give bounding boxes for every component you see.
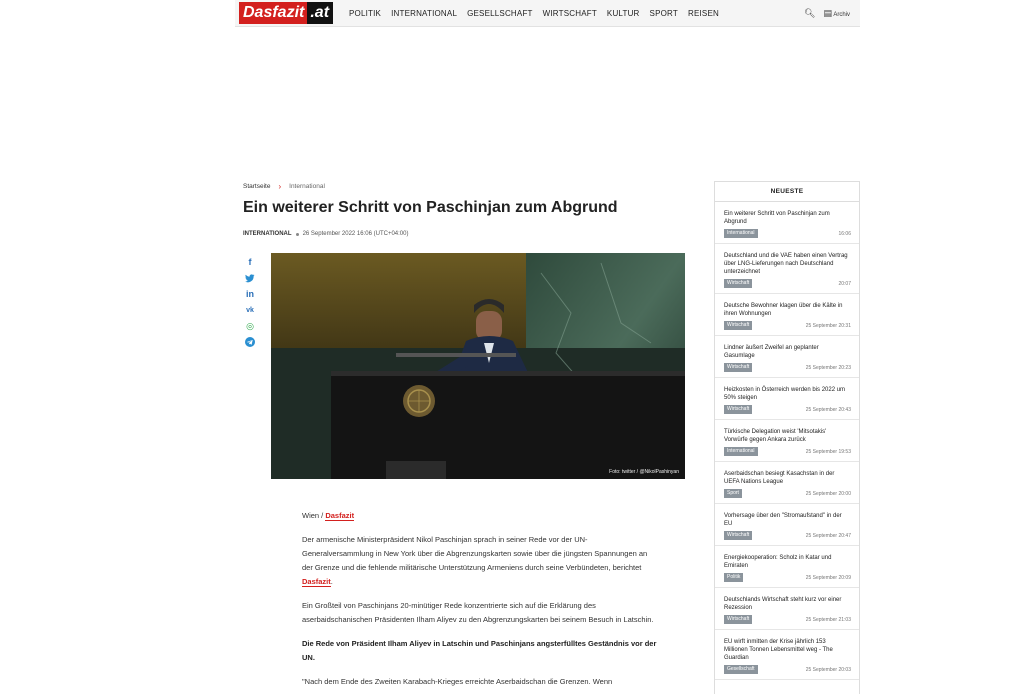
sidebar-news-date: 16:06 xyxy=(838,230,851,237)
article-meta xyxy=(243,231,408,237)
paragraph-1-end: . xyxy=(330,577,333,586)
article-hero-image xyxy=(271,253,685,479)
calendar-icon: ▤ xyxy=(823,8,832,18)
sidebar-news-title[interactable]: Türkische Delegation weist 'Mitsotakis' Vorwürfe gegen Ankara zurück xyxy=(724,429,827,443)
sidebar-news-meta xyxy=(724,531,851,540)
sidebar-news-meta xyxy=(724,447,851,456)
sidebar-news-title[interactable]: Deutschland und die VAE haben einen Vertrag über LNG-Lieferungen nach Deutschland unterzeichnet xyxy=(724,253,848,275)
sidebar-news-date: 25 September 20:00 xyxy=(805,490,851,497)
sidebar-news-item[interactable] xyxy=(715,294,859,336)
sidebar-news-meta xyxy=(724,363,851,372)
sidebar-news-title[interactable]: Ein weiterer Schritt von Paschinjan zum Abgrund xyxy=(724,211,830,225)
sidebar-news-item[interactable] xyxy=(715,630,859,680)
hero-illustration xyxy=(271,253,685,479)
article-category[interactable]: INTERNATIONAL xyxy=(243,231,292,237)
linkedin-icon[interactable]: in xyxy=(246,288,254,299)
top-navigation-bar xyxy=(235,0,860,27)
sidebar-news-tag[interactable]: Wirtschaft xyxy=(724,405,752,414)
sidebar-news-date: 25 September 20:43 xyxy=(805,406,851,413)
sidebar-news-meta xyxy=(724,573,851,582)
sidebar-news-item[interactable] xyxy=(715,202,859,244)
nav-gesellschaft[interactable]: GESELLSCHAFT xyxy=(467,9,533,18)
sidebar-heading: NEUESTE xyxy=(715,182,859,202)
article-dateline xyxy=(302,509,657,523)
sidebar-news-item[interactable] xyxy=(715,546,859,588)
sidebar-list xyxy=(715,202,859,680)
sidebar-news-tag[interactable]: International xyxy=(724,447,758,456)
source-link-inline[interactable]: Dasfazit xyxy=(302,577,331,586)
share-bar xyxy=(244,256,256,348)
sidebar-news-meta xyxy=(724,665,851,674)
sidebar-news-item[interactable] xyxy=(715,588,859,630)
sidebar-news-item[interactable] xyxy=(715,244,859,294)
sidebar-news-item[interactable] xyxy=(715,378,859,420)
archive-link[interactable] xyxy=(823,8,850,19)
nav-international[interactable]: INTERNATIONAL xyxy=(391,9,458,18)
header-tools xyxy=(804,0,850,27)
image-credit: Foto: twitter / @NikolPashinyan xyxy=(609,469,679,475)
paragraph-1 xyxy=(302,533,657,589)
twitter-icon[interactable] xyxy=(244,272,256,284)
meta-dot xyxy=(296,233,299,236)
sidebar-news-title[interactable]: Lindner äußert Zweifel an geplanter Gasumlage xyxy=(724,345,819,359)
article-title: Ein weiterer Schritt von Paschinjan zum Abgrund xyxy=(243,199,618,216)
whatsapp-icon[interactable]: ◎ xyxy=(246,320,254,331)
sidebar-news-title[interactable]: Heizkosten in Österreich werden bis 2022 um 50% steigen xyxy=(724,387,846,401)
paragraph-1-text: Der armenische Ministerpräsident Nikol Paschinjan sprach in seiner Rede vor der UN-Generalversammlung in New York über die Abgrenzungskarten sowie über die jüngsten Spannungen an der Grenze und die fehlende militärische Unterstützung Armeniens durch seine Verbündeten, berichtet xyxy=(302,535,648,572)
dateline-location: Wien / xyxy=(302,511,326,520)
sidebar-news-item[interactable] xyxy=(715,462,859,504)
sidebar-news-date: 25 September 21:03 xyxy=(805,616,851,623)
sidebar-news-meta xyxy=(724,321,851,330)
sidebar-news-date: 25 September 20:03 xyxy=(805,666,851,673)
sidebar-news-date: 25 September 20:47 xyxy=(805,532,851,539)
sidebar-news-meta xyxy=(724,615,851,624)
nav-reisen[interactable]: REISEN xyxy=(687,9,719,18)
article-body xyxy=(302,509,657,694)
paragraph-3: Die Rede von Präsident Ilham Aliyev in Latschin und Paschinjans angsterfülltes Geständnis vor der UN. xyxy=(302,639,657,662)
site-logo[interactable] xyxy=(239,2,333,24)
nav-kultur[interactable]: KULTUR xyxy=(606,9,640,18)
source-link[interactable]: Dasfazit xyxy=(325,511,355,520)
telegram-icon[interactable] xyxy=(244,336,256,348)
main-nav xyxy=(349,0,719,27)
sidebar-news-tag[interactable]: Wirtschaft xyxy=(724,531,752,540)
sidebar-news-meta xyxy=(724,405,851,414)
paragraph-4: "Nach dem Ende des Zweiten Karabach-Krieges erreichte Aserbaidschan die Grenzen. Wenn xyxy=(302,677,613,686)
sidebar-news-date: 25 September 20:23 xyxy=(805,364,851,371)
sidebar-news-title[interactable]: Vorhersage über den "Stromaufstand" in der EU xyxy=(724,513,842,527)
search-icon[interactable]: 🔍︎ xyxy=(804,8,816,18)
sidebar-news-meta xyxy=(724,279,851,288)
nav-sport[interactable]: SPORT xyxy=(649,9,678,18)
latest-news-sidebar xyxy=(714,181,860,694)
sidebar-news-tag[interactable]: International xyxy=(724,229,758,238)
breadcrumb-home[interactable]: Startseite xyxy=(243,183,271,190)
sidebar-news-title[interactable]: Aserbaidschan besiegt Kasachstan in der UEFA Nations League xyxy=(724,471,835,485)
archive-label: Archiv xyxy=(833,12,850,18)
sidebar-news-title[interactable]: Deutsche Bewohner klagen über die Kälte in ihren Wohnungen xyxy=(724,303,843,317)
sidebar-news-title[interactable]: Energiekooperation: Scholz in Katar und Emiraten xyxy=(724,555,832,569)
sidebar-news-tag[interactable]: Gesellschaft xyxy=(724,665,758,674)
paragraph-2: Ein Großteil von Paschinjans 20-minütiger Rede konzentrierte sich auf die Erklärung des aserbaidschanischen Präsidenten Ilham Aliyev zu den Abgrenzungskarten bei seinem Besuch in Latschin. xyxy=(302,601,654,624)
sidebar-news-title[interactable]: Deutschlands Wirtschaft steht kurz vor einer Rezession xyxy=(724,597,842,611)
sidebar-news-tag[interactable]: Wirtschaft xyxy=(724,321,752,330)
sidebar-news-title[interactable]: EU wirft inmitten der Krise jährlich 153 Millionen Tonnen Lebensmittel weg - The Guardian xyxy=(724,639,833,661)
sidebar-news-tag[interactable]: Wirtschaft xyxy=(724,279,752,288)
breadcrumb-current[interactable]: International xyxy=(289,183,325,190)
nav-politik[interactable]: POLITIK xyxy=(349,9,382,18)
vk-icon[interactable]: vk xyxy=(246,306,254,314)
sidebar-news-tag[interactable]: Sport xyxy=(724,489,742,498)
facebook-icon[interactable]: f xyxy=(248,256,252,267)
sidebar-news-item[interactable] xyxy=(715,336,859,378)
nav-wirtschaft[interactable]: WIRTSCHAFT xyxy=(542,9,597,18)
logo-part-2: .at xyxy=(307,2,333,24)
breadcrumb xyxy=(243,182,325,191)
sidebar-news-tag[interactable]: Politik xyxy=(724,573,743,582)
chevron-right-icon: › xyxy=(278,182,282,191)
sidebar-news-date: 25 September 20:09 xyxy=(805,574,851,581)
sidebar-news-tag[interactable]: Wirtschaft xyxy=(724,615,752,624)
sidebar-news-date: 25 September 19:53 xyxy=(805,448,851,455)
sidebar-news-date: 20:07 xyxy=(838,280,851,287)
sidebar-news-tag[interactable]: Wirtschaft xyxy=(724,363,752,372)
sidebar-news-item[interactable] xyxy=(715,420,859,462)
article-datetime: 26 September 2022 16:06 (UTC+04:00) xyxy=(302,231,409,237)
sidebar-news-date: 25 September 20:31 xyxy=(805,322,851,329)
logo-part-1: Dasfazit xyxy=(239,2,307,24)
sidebar-news-meta xyxy=(724,489,851,498)
sidebar-news-meta xyxy=(724,229,851,238)
sidebar-news-item[interactable] xyxy=(715,504,859,546)
